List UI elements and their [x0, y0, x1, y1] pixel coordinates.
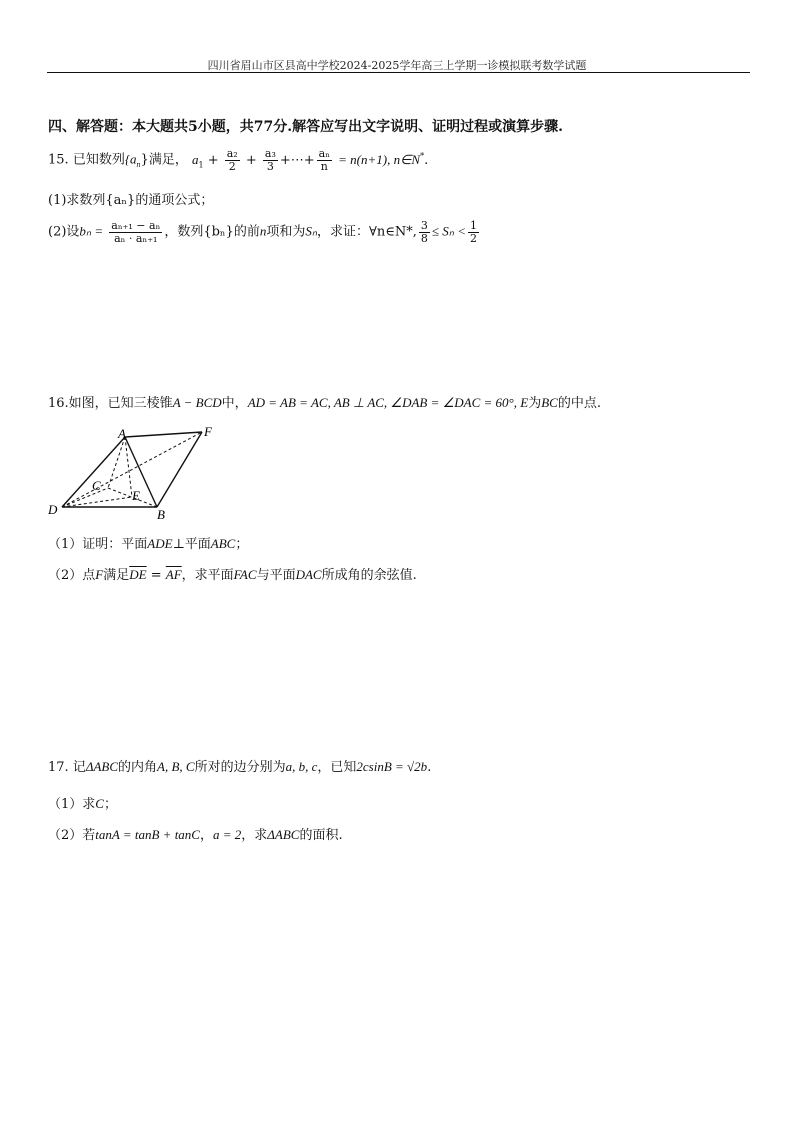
frac-n-num: aₙ	[318, 147, 330, 160]
formula-frac-3	[263, 148, 278, 172]
q15-formula: $a_1$ + $\frac{\text{a₂}}{2}$ + $\frac{\text{a₃}}{3}$ +⋯+ $\frac{\text{aₙ}}{n}$ = n(n+1), n∈N*.	[191, 147, 429, 173]
q17-stem-mid: 的内角	[118, 760, 158, 775]
q17-part2-triangle: ΔABC	[267, 827, 300, 842]
q16-point-F: F	[95, 567, 104, 582]
q17-tan-equation: tanA = tanB + tanC	[95, 827, 200, 842]
q17-part2-pre: （2）若	[48, 828, 96, 843]
q15-part2-den: aₙ · aₙ₊₁	[114, 231, 158, 245]
q16-stem-mid: 中，	[221, 396, 248, 411]
edge-AD	[62, 437, 125, 507]
vector-AF: $\overline{AF}$	[165, 567, 182, 582]
q15-part2-pre: (2)设	[48, 224, 80, 240]
section-title: 四、解答题：本大题共5小题，共77分.解答应写出文字说明、证明过程或演算步骤.	[48, 119, 563, 135]
vector-DE: $\overline{DE}$	[129, 567, 147, 582]
q15-number: 15.	[48, 152, 69, 168]
q17-triangle: ΔABC	[85, 759, 118, 774]
formula-end: .	[424, 152, 429, 168]
edge-DE	[62, 497, 132, 507]
q16-plane-ABC: ABC	[210, 536, 236, 551]
q15-part2-mid: ，数列{bₙ}的前	[164, 224, 260, 240]
q17-part1-pre: （1）求	[48, 797, 96, 812]
q16-plane-FAC: FAC	[233, 567, 257, 582]
q15-part2-b: bₙ =	[79, 223, 104, 239]
frac-3-den: 3	[266, 159, 274, 173]
q15-seq-end: }	[140, 152, 149, 168]
q17-stem-mid2: 所对的边分别为	[194, 760, 286, 775]
q17-part2-end: 的面积.	[299, 828, 343, 843]
q17-part2	[48, 824, 343, 843]
q16-bc: BC	[541, 395, 558, 410]
formula-rhs: = n(n+1), n∈N	[338, 151, 421, 167]
frac-3-8-num: 3	[420, 219, 428, 232]
label-F: F	[204, 424, 212, 439]
q15-part1: (1)求数列{aₙ}的通项公式；	[48, 193, 214, 208]
q16-conditions: AD = AB = AC, AB ⊥ AC, ∠DAB = ∠DAC = 60°, E	[247, 395, 529, 410]
edge-FB	[157, 432, 202, 507]
q17-stem	[48, 756, 431, 775]
q17-stem-end: .	[427, 760, 432, 775]
frac-2-den: 2	[228, 159, 236, 173]
q16-stem	[48, 392, 601, 411]
edge-AF	[125, 432, 202, 437]
frac-1-2-den: 2	[469, 231, 477, 245]
q16-part2-mid3: 与平面	[256, 568, 296, 583]
frac-1-2-num: 1	[469, 219, 477, 232]
q16-part1	[48, 533, 248, 552]
q15-part2-mid2: 项和为	[266, 224, 306, 240]
q16-plane-ADE: ADE	[147, 536, 173, 551]
q17-part1-end: ；	[103, 797, 117, 812]
q16-figure	[40, 420, 230, 525]
frac-3-8-den: 8	[420, 231, 428, 245]
q16-stem-end: 的中点.	[557, 396, 601, 411]
q17-a-value: a = 2	[213, 827, 242, 842]
label-D: D	[48, 502, 58, 517]
q15-part2-prove: ，求证：∀n∈N*,	[317, 224, 417, 240]
q17-equation: 2csinB = √2b	[356, 759, 428, 774]
q15-part2-s: Sₙ	[305, 223, 318, 239]
q16-part2-end: 所成角的余弦值.	[321, 568, 417, 583]
formula-rhs-sup: *	[420, 151, 425, 161]
q16-part1-end: ；	[235, 537, 249, 552]
q16-part2-eq: =	[146, 568, 166, 583]
q15-part2-frac	[109, 220, 162, 244]
q15-intro: 已知数列	[72, 152, 125, 168]
q17-stem-mid3: ，已知	[317, 760, 357, 775]
q16-part1-mid: ⊥平面	[172, 537, 211, 552]
q15-stem	[48, 148, 428, 172]
formula-frac-2	[225, 148, 240, 172]
q15-part2-frac-1-2	[468, 220, 479, 244]
formula-a1-sub: 1	[198, 160, 204, 170]
q16-plane-DAC: DAC	[295, 567, 322, 582]
q17-sides: a, b, c	[285, 759, 318, 774]
q17-part2-mid2: ，求	[241, 828, 268, 843]
q16-stem-pre: 16.如图，已知三棱锥	[48, 396, 173, 411]
q17-part1	[48, 793, 117, 812]
label-C: C	[92, 478, 101, 493]
frac-2-num: a₂	[226, 147, 238, 160]
q15-satisfies: 满足，	[148, 152, 188, 168]
q15-seq: {a	[124, 151, 137, 167]
label-E: E	[132, 488, 140, 503]
q16-part2-pre: （2）点	[48, 568, 96, 583]
q16-part2-mid2: ，求平面	[181, 568, 234, 583]
edge-AC	[108, 437, 125, 488]
q15-seq-sub: n	[136, 160, 141, 170]
q15-part2-n: n	[259, 223, 267, 239]
q17-angles: A, B, C	[157, 759, 195, 774]
formula-a1: a	[191, 151, 199, 167]
q15-part2-frac-3-8	[419, 220, 430, 244]
q15-part2	[48, 220, 481, 244]
formula-frac-n	[317, 148, 332, 172]
q16-part2	[48, 564, 417, 583]
q17-angle-C: C	[95, 796, 104, 811]
label-A: A	[118, 426, 126, 441]
q15-part2-num: aₙ₊₁ − aₙ	[111, 219, 161, 232]
frac-n-den: n	[320, 159, 328, 173]
page-header: 四川省眉山市区县高中学校2024-2025学年高三上学期一诊模拟联考数学试题	[207, 59, 587, 72]
q16-part2-mid: 满足	[103, 568, 130, 583]
frac-3-num: a₃	[264, 147, 276, 160]
label-B: B	[157, 507, 165, 522]
q16-pyramid-name: A − BCD	[172, 395, 222, 410]
q17-part2-mid: ，	[199, 828, 213, 843]
q15-part2-ineq: ≤ Sₙ <	[431, 223, 466, 239]
q16-part1-pre: （1）证明：平面	[48, 537, 148, 552]
formula-dots: +⋯+	[279, 152, 315, 168]
q17-stem-pre: 17. 记	[48, 760, 86, 775]
q16-stem-mid2: 为	[528, 396, 542, 411]
header-divider	[47, 72, 750, 73]
